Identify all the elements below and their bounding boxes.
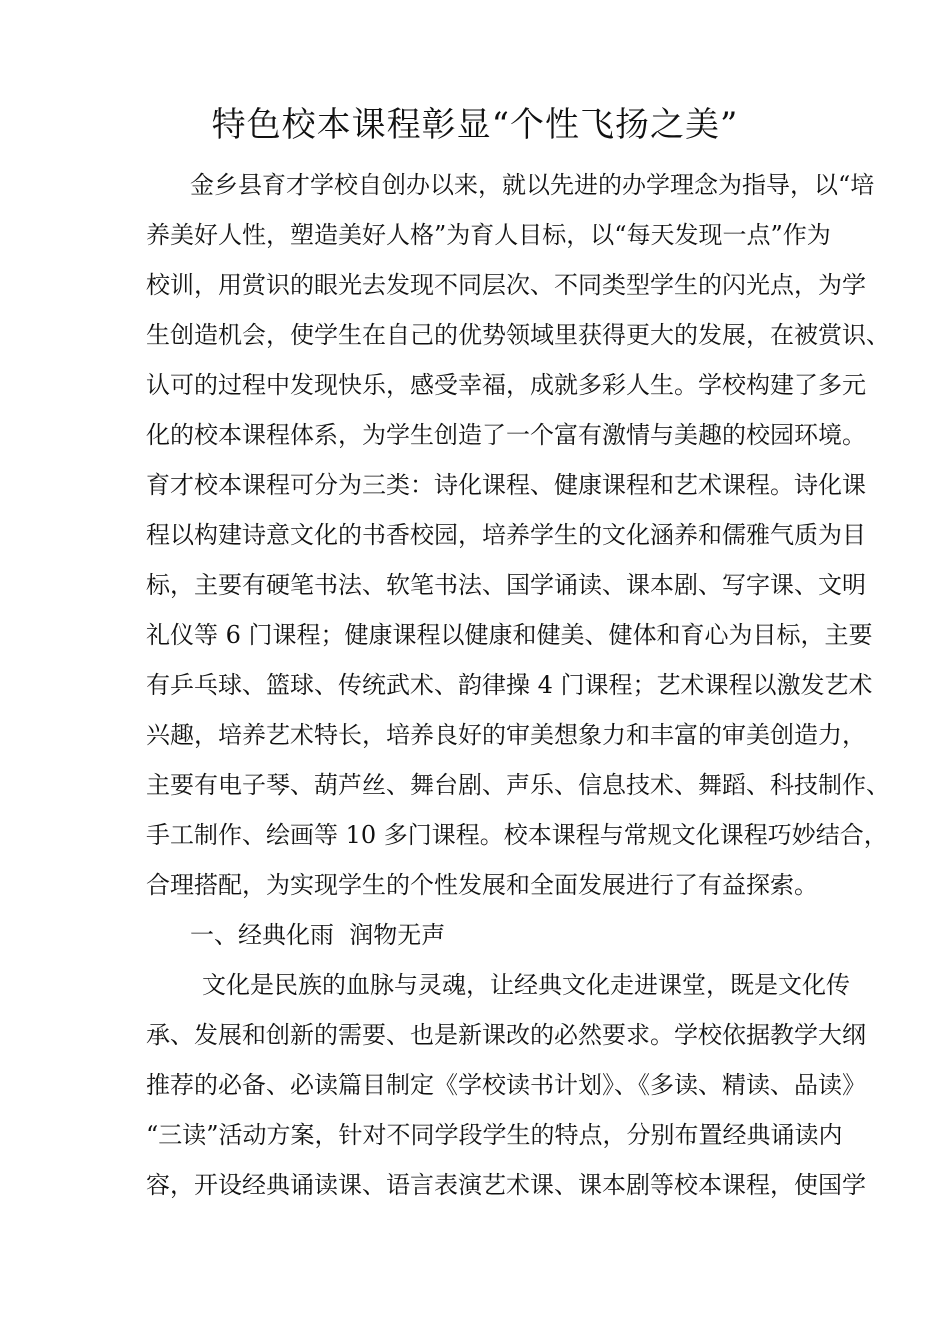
paragraph-line: 手工制作、绘画等 10 多门课程。校本课程与常规文化课程巧妙结合， (146, 821, 888, 849)
document-title: 特色校本课程彰显“个性飞扬之美” (211, 105, 739, 145)
paragraph-line: 容，开设经典诵读课、语言表演艺术课、课本剧等校本课程，使国学 (146, 1171, 866, 1199)
paragraph-line: 文化是民族的血脉与灵魂，让经典文化走进课堂，既是文化传 (202, 971, 850, 999)
paragraph-line: 生创造机会，使学生在自己的优势领域里获得更大的发展，在被赏识、 (146, 321, 890, 349)
paragraph-line: 金乡县育才学校自创办以来，就以先进的办学理念为指导，以“培 (190, 171, 875, 199)
paragraph-line: 礼仪等 6 门课程；健康课程以健康和健美、健体和育心为目标，主要 (146, 621, 873, 649)
paragraph-line: 养美好人性，塑造美好人格”为育人目标，以“每天发现一点”作为 (146, 221, 831, 249)
paragraph-line: 校训，用赏识的眼光去发现不同层次、不同类型学生的闪光点，为学 (146, 271, 866, 299)
paragraph-line: 认可的过程中发现快乐，感受幸福，成就多彩人生。学校构建了多元 (146, 371, 866, 399)
paragraph-line: “三读”活动方案，针对不同学段学生的特点，分别布置经典诵读内 (146, 1121, 843, 1149)
paragraph-line: 承、发展和创新的需要、也是新课改的必然要求。学校依据教学大纲 (146, 1021, 866, 1049)
paragraph-line: 育才校本课程可分为三类：诗化课程、健康课程和艺术课程。诗化课 (146, 471, 866, 499)
paragraph-line: 合理搭配，为实现学生的个性发展和全面发展进行了有益探索。 (146, 871, 818, 899)
paragraph-line: 有乒乓球、篮球、传统武术、韵律操 4 门课程；艺术课程以激发艺术 (146, 671, 873, 699)
paragraph-line: 推荐的必备、必读篇目制定《学校读书计划》、《多读、精读、品读》 (146, 1071, 866, 1099)
paragraph-line: 标，主要有硬笔书法、软笔书法、国学诵读、课本剧、写字课、文明 (146, 571, 866, 599)
paragraph-line: 化的校本课程体系，为学生创造了一个富有激情与美趣的校园环境。 (146, 421, 866, 449)
paragraph-line: 主要有电子琴、葫芦丝、舞台剧、声乐、信息技术、舞蹈、科技制作、 (146, 771, 890, 799)
paragraph-line: 兴趣，培养艺术特长，培养良好的审美想象力和丰富的审美创造力， (146, 721, 866, 749)
paragraph-line: 程以构建诗意文化的书香校园，培养学生的文化涵养和儒雅气质为目 (146, 521, 866, 549)
section-heading: 一、经典化雨 润物无声 (190, 921, 446, 949)
